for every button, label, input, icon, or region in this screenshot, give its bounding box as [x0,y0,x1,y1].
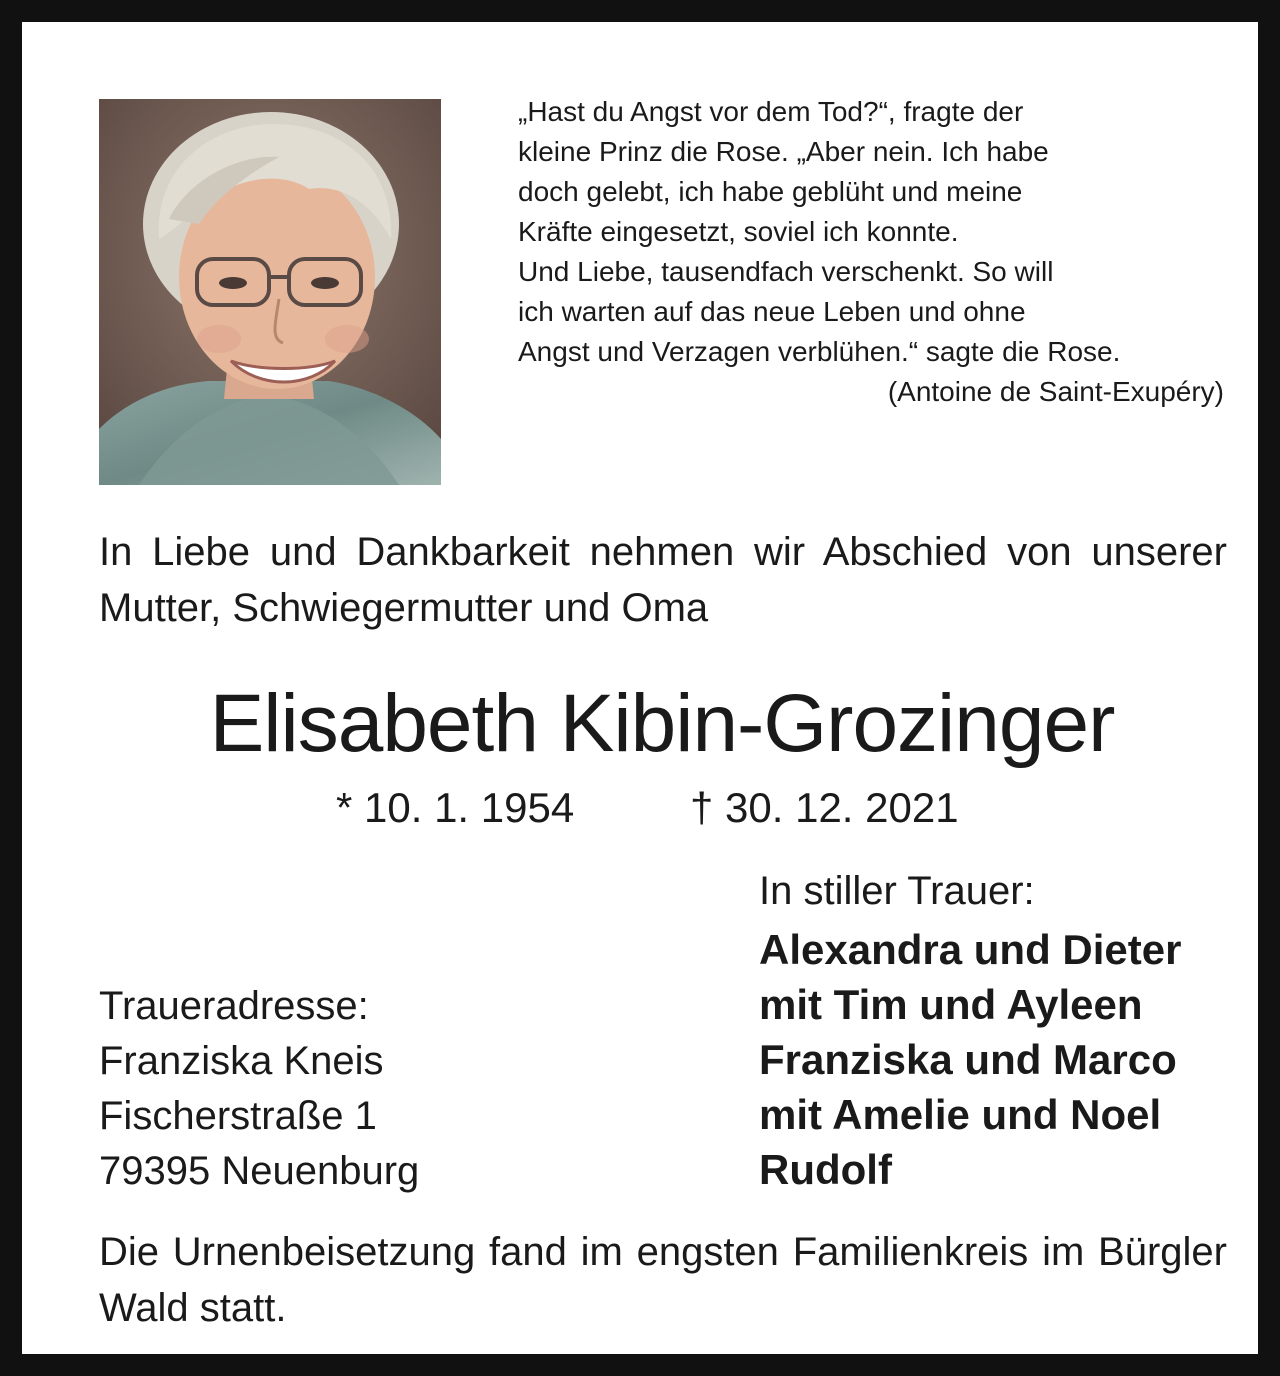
address-city: 79395 Neuenburg [99,1149,420,1193]
address-name: Franziska Kneis [99,1039,384,1083]
family-member: mit Amelie und Noel [759,1091,1162,1138]
family-list [759,922,1181,1197]
quote-author: (Antoine de Saint-Exupéry) [887,376,1224,407]
quote-line: Angst und Verzagen verblühen.“ sagte die Rose. [518,336,1121,367]
quote-line: Und Liebe, tausendfach verschenkt. So will [518,256,1054,287]
quote-line: ich warten auf das neue Leben und ohne [518,296,1026,327]
family-member: Alexandra und Dieter [759,926,1182,973]
portrait-photo [99,99,441,485]
mourning-label: In stiller Trauer: [759,869,1035,913]
death-date: † 30. 12. 2021 [690,784,959,831]
deceased-name: Elisabeth Kibin-Grozinger [209,678,1115,769]
family-member: Franziska und Marco [759,1036,1177,1083]
quote-line: kleine Prinz die Rose. „Aber nein. Ich habe [518,136,1049,167]
quote-line: Kräfte eingesetzt, soviel ich konnte. [518,216,959,247]
quote-line: „Hast du Angst vor dem Tod?“, fragte der [518,96,1024,127]
birth-date: * 10. 1. 1954 [336,784,575,831]
intro-text: In Liebe und Dankbarkeit nehmen wir Abschied von unserer Mutter, Schwiegermutter und Oma [99,530,1227,630]
quote-block [518,92,1228,412]
closing-text: Die Urnenbeisetzung fand im engsten Familienkreis im Bürgler Wald statt. [99,1230,1227,1330]
family-member: Rudolf [759,1146,892,1193]
mourning-address [99,979,419,1199]
address-label: Traueradresse: [99,984,369,1028]
family-member: mit Tim und Ayleen [759,981,1143,1028]
quote-line: doch gelebt, ich habe geblüht und meine [518,176,1023,207]
address-street: Fischerstraße 1 [99,1094,377,1138]
